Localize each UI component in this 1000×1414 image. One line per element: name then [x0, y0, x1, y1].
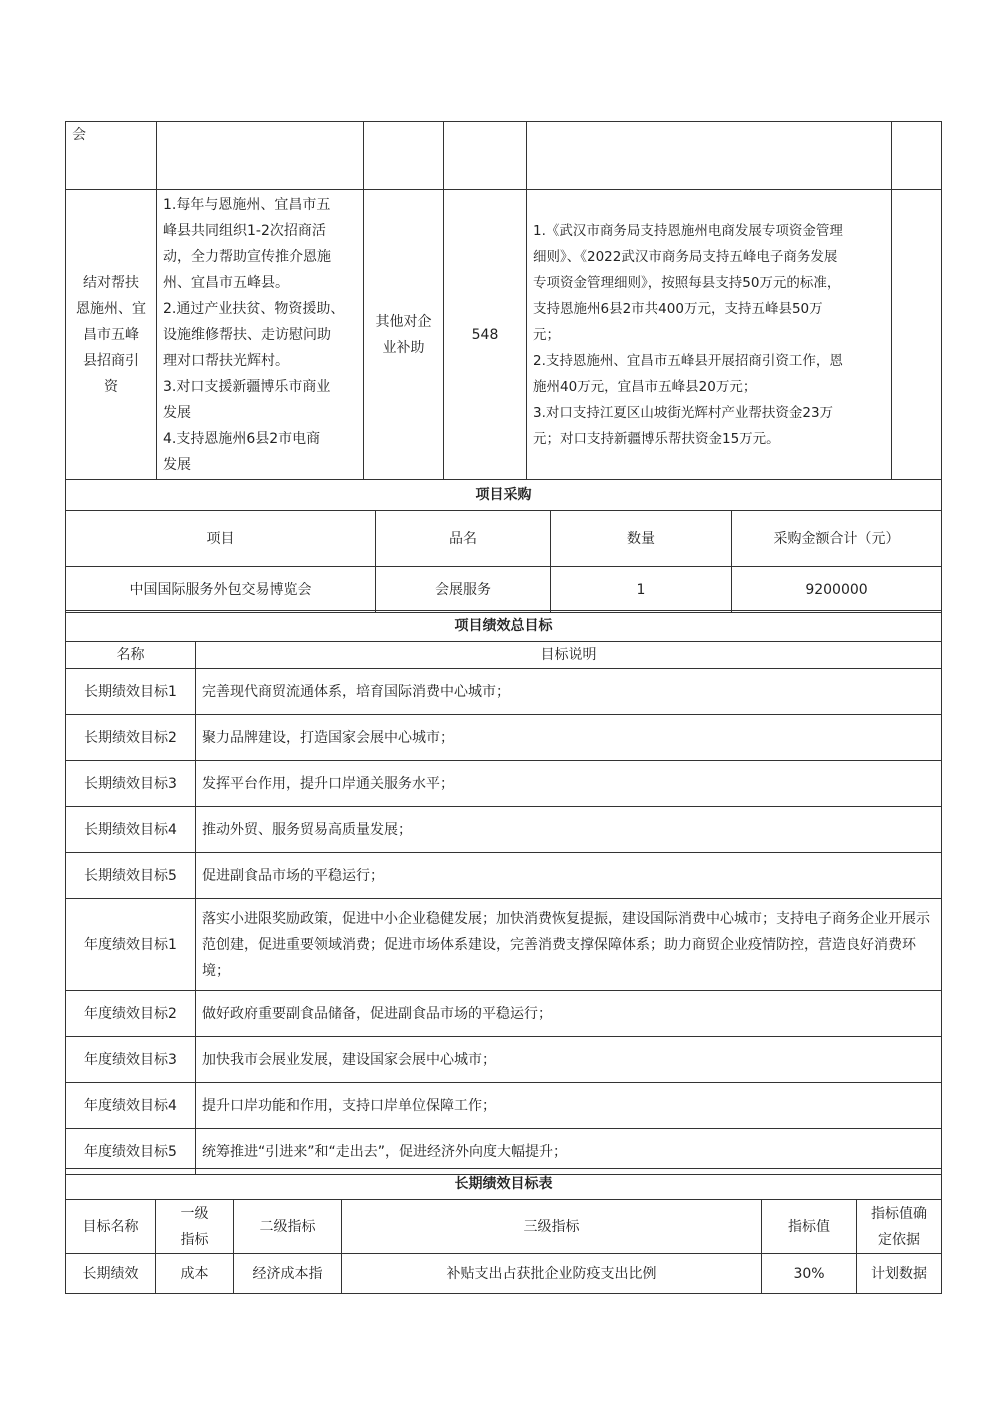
header-level3: 三级指标 [342, 1200, 762, 1254]
empty-cell [157, 122, 364, 190]
empty-cell [527, 122, 892, 190]
table-row [66, 1037, 942, 1083]
goal-description: 提升口岸功能和作用，支持口岸单位保障工作； [196, 1083, 942, 1129]
longterm-title: 长期绩效目标表 [66, 1169, 942, 1200]
procurement-amount: 9200000 [732, 567, 942, 613]
table-row [66, 1083, 942, 1129]
amount-cell: 548 [444, 190, 527, 480]
goal-description: 聚力品牌建设，打造国家会展中心城市； [196, 715, 942, 761]
table-row [66, 567, 942, 613]
goal-description: 完善现代商贸流通体系，培育国际消费中心城市； [196, 669, 942, 715]
table-row [66, 761, 942, 807]
goal-name: 年度绩效目标5 [66, 1129, 196, 1175]
goal-description: 做好政府重要副食品储备，促进副食品市场的平稳运行； [196, 991, 942, 1037]
goal-description: 发挥平台作用，提升口岸通关服务水平； [196, 761, 942, 807]
header-total-amount: 采购金额合计（元） [732, 511, 942, 567]
table-row [66, 715, 942, 761]
empty-cell [892, 190, 942, 480]
goal-name: 年度绩效目标3 [66, 1037, 196, 1083]
procurement-product: 会展服务 [376, 567, 551, 613]
empty-cell [892, 122, 942, 190]
goal-name: 长期绩效目标1 [66, 669, 196, 715]
performance-goals-table [65, 610, 942, 1175]
goal-name: 长期绩效目标3 [66, 761, 196, 807]
goal-name: 长期绩效目标2 [66, 715, 196, 761]
empty-cell [364, 122, 444, 190]
project-name-cell: 结对帮扶 恩施州、宜 昌市五峰 县招商引 资 [66, 190, 157, 480]
header-name: 名称 [66, 642, 196, 669]
table-row [66, 853, 942, 899]
row-level1: 成本 [156, 1254, 234, 1294]
header-quantity: 数量 [551, 511, 732, 567]
goals-title: 项目绩效总目标 [66, 611, 942, 642]
longterm-indicator-table [65, 1168, 942, 1294]
project-detail-table [65, 121, 942, 480]
procurement-table [65, 479, 942, 613]
goal-description: 促进副食品市场的平稳运行； [196, 853, 942, 899]
table-row [66, 669, 942, 715]
table-row [66, 807, 942, 853]
row-goal-name: 长期绩效 [66, 1254, 156, 1294]
project-content-cell: 1.每年与恩施州、宜昌市五 峰县共同组织1-2次招商活 动，全力帮助宣传推介恩施 州、宜昌市五峰县。 2.通过产业扶贫、物资援助、 设施维修帮扶、走访慰问助 理对口帮扶光辉村。 3.对口支援新疆博乐市商业 发展 4.支持恩施州6县2市电商 发展 [157, 190, 364, 480]
header-level2: 二级指标 [234, 1200, 342, 1254]
header-product: 品名 [376, 511, 551, 567]
goal-name: 年度绩效目标2 [66, 991, 196, 1037]
calculation-basis-cell: 1.《武汉市商务局支持恩施州电商发展专项资金管理 细则》、《2022武汉市商务局支持五峰电子商务发展 专项资金管理细则》，按照每县支持50万元的标准， 支持恩施州6县2市共400万元，支持五峰县50万 元； 2.支持恩施州、宜昌市五峰县开展招商引资工作，恩 施州40万元，宜昌市五峰县20万元； 3.对口支持江夏区山坡街光辉村产业帮扶资金23万 元；对口支持新疆博乐帮扶资金15万元。 [527, 190, 892, 480]
procurement-quantity: 1 [551, 567, 732, 613]
goal-description: 加快我市会展业发展，建设国家会展中心城市； [196, 1037, 942, 1083]
header-basis: 指标值确 定依据 [857, 1200, 942, 1254]
goal-name: 年度绩效目标4 [66, 1083, 196, 1129]
row-basis: 计划数据 [857, 1254, 942, 1294]
goal-name: 长期绩效目标4 [66, 807, 196, 853]
header-value: 指标值 [762, 1200, 857, 1254]
header-item: 项目 [66, 511, 376, 567]
economic-class-cell: 其他对企 业补助 [364, 190, 444, 480]
empty-cell [444, 122, 527, 190]
procurement-title: 项目采购 [66, 480, 942, 511]
table-row [66, 991, 942, 1037]
row-value: 30% [762, 1254, 857, 1294]
row-level2: 经济成本指 [234, 1254, 342, 1294]
goal-description: 推动外贸、服务贸易高质量发展； [196, 807, 942, 853]
goal-name: 长期绩效目标5 [66, 853, 196, 899]
goal-description: 统筹推进“引进来”和“走出去”，促进经济外向度大幅提升； [196, 1129, 942, 1175]
row-level3: 补贴支出占获批企业防疫支出比例 [342, 1254, 762, 1294]
continued-name-cell: 会 [66, 122, 157, 190]
table-row [66, 899, 942, 991]
header-level1: 一级 指标 [156, 1200, 234, 1254]
table-row [66, 1254, 942, 1294]
procurement-item: 中国国际服务外包交易博览会 [66, 567, 376, 613]
header-description: 目标说明 [196, 642, 942, 669]
goal-name: 年度绩效目标1 [66, 899, 196, 991]
header-goal-name: 目标名称 [66, 1200, 156, 1254]
goal-description: 落实小进限奖励政策，促进中小企业稳健发展；加快消费恢复提振，建设国际消费中心城市；支持电子商务企业开展示范创建，促进重要领域消费；促进市场体系建设，完善消费支撑保障体系；助力商贸企业疫情防控，营造良好消费环境； [196, 899, 942, 991]
